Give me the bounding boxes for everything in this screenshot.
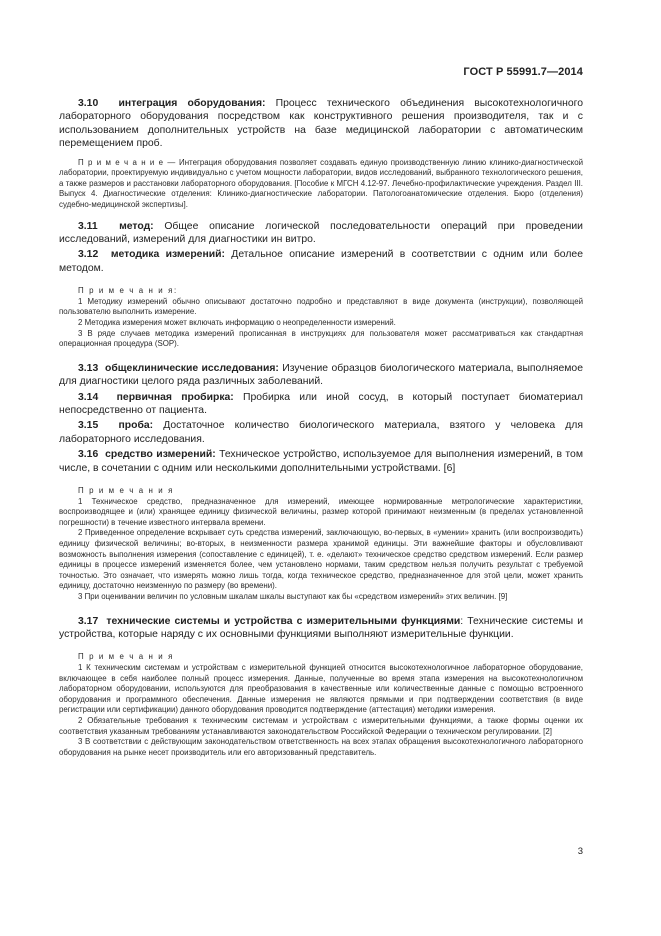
term-definition: Процесс технического объединения высокотехнологичного лабораторного оборудования посредством как конструктивного решения производителя, так и с использованием дополнительных устройств на базе медицинской лаборатории с автоматическим перемещением проб. bbox=[59, 98, 584, 150]
term-name: методика измерений: bbox=[110, 249, 225, 261]
term-3-12 bbox=[59, 248, 583, 275]
term-definition: Пробирка или иной сосуд, в который поступает биоматериал непосредственно от пациента. bbox=[59, 391, 583, 416]
term-3-11 bbox=[59, 220, 583, 247]
note-text: Интеграция оборудования позволяет создавать единую производственную линию клинико-диагностической лаборатории, проектируемую индивидуально с учетом мощности лаборатории, видов исследований, выбранного технологического решения, а также размеров и расстановки лабораторного оборудования. [Пособие к МГСН 4.12-97. Лечебно-профилактические учреждения. Раздел III. Выпуск 4. Диагностические отделения: Клинико-диагностические лаборатории. Патологоанатомические отделения. Бюро (отделения) судебно-медицинской экспертизы]. bbox=[59, 157, 583, 209]
document-body bbox=[59, 97, 583, 758]
notes-heading-3-16: П р и м е ч а н и я bbox=[78, 486, 174, 496]
note-3-10 bbox=[59, 158, 583, 211]
note-item: 3 В соответствии с действующим законодательством ответственность на всех этапах обращения высокотехнологичного лабораторного оборудования на рынке несет производитель или его авторизованный представитель. bbox=[59, 737, 583, 757]
term-name: общеклинические исследования: bbox=[105, 362, 279, 374]
note-label: П р и м е ч а н и е — bbox=[78, 157, 176, 167]
term-number: 3.13 bbox=[78, 362, 99, 374]
term-name: проба: bbox=[118, 420, 154, 432]
term-number: 3.14 bbox=[78, 391, 99, 403]
term-number: 3.16 bbox=[78, 449, 99, 461]
note-item: 3 При оценивании величин по условным шкалам шкалы выступают как бы «средством измерений» этих величин. [9] bbox=[78, 591, 508, 601]
note-item: 2 Обязательные требования к техническим системам и устройствам с измерительными функциями, а также формы оценки их соответствия указанным требованиям устанавливаются законодательством Российской Федерации о техническом регулировании. [2] bbox=[59, 715, 583, 736]
term-number: 3.15 bbox=[78, 420, 99, 432]
term-3-10 bbox=[59, 97, 583, 151]
term-name: технические системы и устройства с измерительными функциями bbox=[106, 615, 461, 627]
page-number: 3 bbox=[577, 846, 583, 857]
term-number: 3.12 bbox=[78, 249, 99, 261]
term-name: первичная пробирка: bbox=[116, 391, 234, 403]
term-definition: Достаточное количество биологического материала, взятого у человека для лабораторного исследования. bbox=[59, 420, 583, 445]
document-header-id: ГОСТ Р 55991.7—2014 bbox=[463, 66, 583, 78]
term-definition: Детальное описание измерений в соответствии с одним или более методом. bbox=[59, 249, 583, 274]
term-3-17 bbox=[59, 615, 583, 642]
term-definition: Изучение образцов биологического материала, выполняемое для диагностики целого ряда различных заболеваний. bbox=[59, 362, 583, 388]
term-name: интеграция оборудования: bbox=[118, 98, 266, 109]
term-number: 3.10 bbox=[78, 98, 99, 109]
notes-heading-3-12: П р и м е ч а н и я: bbox=[78, 286, 178, 296]
term-definition: Общее описание логической последовательности операций при проведении исследований, измерений для диагностики ин витро. bbox=[59, 220, 583, 245]
term-name: средство измерений: bbox=[105, 449, 216, 461]
term-3-14 bbox=[59, 391, 583, 418]
term-number: 3.17 bbox=[78, 615, 99, 627]
term-definition: Техническое устройство, используемое для выполнения измерений, в том числе, в сочетании с одним или несколькими дополнительными устройствами. [6] bbox=[59, 449, 583, 474]
note-item: 1 Методику измерений обычно описывают достаточно подробно и представляют в виде документа (инструкции), позволяющей пользователю выполнить измерение. bbox=[59, 296, 583, 317]
note-item: 2 Приведенное определение вскрывает суть средства измерений, заключающую, во-первых, в «умении» хранить (или воспроизводить) единицу физической величины; во-вторых, в неизменности размера хранимой единицы. Эти важнейшие факторы и обусловливают возможность выполнения измерения (сопоставление с единицей), т. е. «делают» техническое средство средством измерений. Если размер единицы в процессе измерений изменяется более, чем установлено нормами, таким средством нельзя получить результат с требуемой точностью. Это означает, что измерять можно лишь тогда, когда техническое средство, предназначенное для этой цели, может хранить единицу, достаточно неизменную по размеру (во времени). bbox=[59, 528, 583, 591]
term-3-15 bbox=[59, 419, 583, 446]
term-name: метод: bbox=[119, 220, 154, 232]
term-3-13 bbox=[59, 362, 583, 389]
term-3-16 bbox=[59, 448, 583, 475]
note-item: 1 К техническим системам и устройствам с измерительной функцией относится высокотехнологичное лабораторное оборудование, включающее в себя наиболее полный процесс измерения. Данные, полученные во время этапа измерения на высокотехнологичном лабораторном оборудовании, используются для преобразования в качественные или количественные данные с помощью встроенного оборудования и программного обеспечения. Данные измерения не являются прямыми и при подтверждении соответствия (в виде регистрации или сертификации) данного оборудования проводится подтверждение (аттестация) методики измерения. bbox=[59, 662, 583, 715]
notes-heading-3-17: П р и м е ч а н и я bbox=[78, 652, 174, 662]
note-item: 1 Техническое средство, предназначенное для измерений, имеющее нормированные метрологические характеристики, воспроизводящее и (или) хранящее единицу физической величины, размер которой принимают неизменным (в пределах установленной погрешности) в течение известного интервала времени. bbox=[59, 496, 583, 527]
term-number: 3.11 bbox=[78, 220, 98, 232]
note-item: 3 В ряде случаев методика измерений прописанная в инструкциях для пользователя может рассматриваться как стандартная операционная процедура (SOP). bbox=[59, 328, 583, 349]
note-item: 2 Методика измерения может включать информацию о неопределенности измерений. bbox=[78, 318, 396, 327]
term-definition: : Технические системы и устройства, которые наряду с их основными функциями выполняют измерительные функции. bbox=[59, 615, 584, 640]
